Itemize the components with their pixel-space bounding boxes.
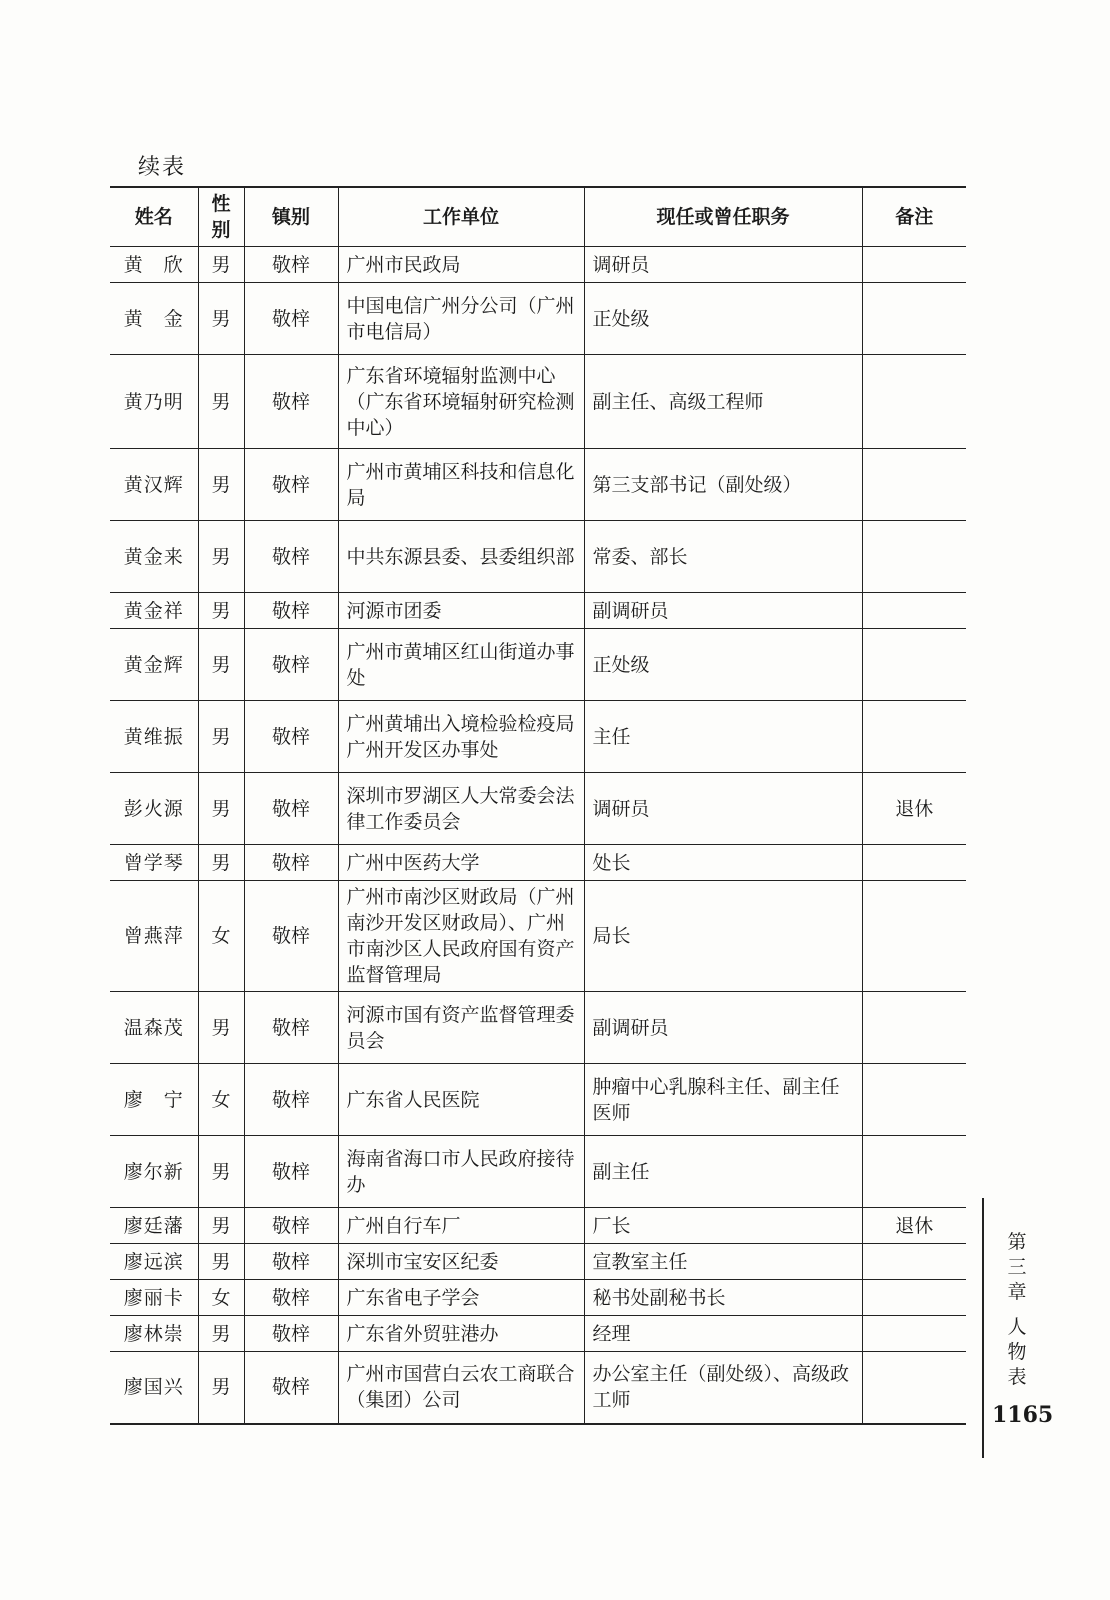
cell-sex: 男 <box>198 247 244 283</box>
table-row <box>110 1316 966 1352</box>
cell-name: 黄汉辉 <box>110 449 198 521</box>
cell-post: 办公室主任（副处级）、高级政工师 <box>584 1352 862 1424</box>
cell-town: 敬梓 <box>244 773 338 845</box>
table-row <box>110 355 966 449</box>
table-row <box>110 629 966 701</box>
cell-town: 敬梓 <box>244 701 338 773</box>
cell-sex: 男 <box>198 1316 244 1352</box>
table-row <box>110 1064 966 1136</box>
cell-name: 廖 宁 <box>110 1064 198 1136</box>
chapter-label <box>1004 1230 1030 1390</box>
table-row <box>110 1136 966 1208</box>
cell-post: 处长 <box>584 845 862 881</box>
cell-unit: 广东省环境辐射监测中心（广东省环境辐射研究检测中心） <box>338 355 584 449</box>
cell-town: 敬梓 <box>244 593 338 629</box>
chapter-char: 人 <box>1007 1316 1027 1338</box>
cell-town: 敬梓 <box>244 881 338 992</box>
cell-note <box>862 701 966 773</box>
cell-town: 敬梓 <box>244 521 338 593</box>
cell-town: 敬梓 <box>244 1316 338 1352</box>
cell-post: 副调研员 <box>584 992 862 1064</box>
cell-name: 廖廷藩 <box>110 1208 198 1244</box>
cell-town: 敬梓 <box>244 1208 338 1244</box>
cell-post: 秘书处副秘书长 <box>584 1280 862 1316</box>
cell-name: 黄 金 <box>110 283 198 355</box>
cell-town: 敬梓 <box>244 1244 338 1280</box>
cell-unit: 深圳市宝安区纪委 <box>338 1244 584 1280</box>
cell-unit: 广州市国营白云农工商联合（集团）公司 <box>338 1352 584 1424</box>
cell-name: 廖国兴 <box>110 1352 198 1424</box>
cell-post: 肿瘤中心乳腺科主任、副主任医师 <box>584 1064 862 1136</box>
cell-note <box>862 247 966 283</box>
cell-post: 第三支部书记（副处级） <box>584 449 862 521</box>
cell-name: 黄金祥 <box>110 593 198 629</box>
side-rule <box>982 1198 984 1458</box>
header-work-unit: 工作单位 <box>338 187 584 247</box>
cell-note <box>862 283 966 355</box>
cell-name: 曾学琴 <box>110 845 198 881</box>
cell-unit: 广东省人民医院 <box>338 1064 584 1136</box>
cell-name: 廖尔新 <box>110 1136 198 1208</box>
cell-name: 温森茂 <box>110 992 198 1064</box>
table-row <box>110 1352 966 1424</box>
cell-sex: 男 <box>198 1352 244 1424</box>
cell-post: 常委、部长 <box>584 521 862 593</box>
cell-unit: 广东省外贸驻港办 <box>338 1316 584 1352</box>
cell-town: 敬梓 <box>244 283 338 355</box>
cell-note <box>862 593 966 629</box>
header-sex: 性别 <box>198 187 244 247</box>
cell-sex: 男 <box>198 1136 244 1208</box>
cell-unit: 中共东源县委、县委组织部 <box>338 521 584 593</box>
cell-town: 敬梓 <box>244 1280 338 1316</box>
cell-post: 调研员 <box>584 773 862 845</box>
cell-note <box>862 1316 966 1352</box>
cell-note <box>862 1244 966 1280</box>
cell-sex: 男 <box>198 355 244 449</box>
cell-name: 彭火源 <box>110 773 198 845</box>
chapter-char: 章 <box>1007 1281 1027 1303</box>
cell-name: 黄维振 <box>110 701 198 773</box>
chapter-gap <box>1004 1305 1030 1315</box>
cell-town: 敬梓 <box>244 1136 338 1208</box>
cell-unit: 中国电信广州分公司（广州市电信局） <box>338 283 584 355</box>
cell-note <box>862 1064 966 1136</box>
cell-unit: 广东省电子学会 <box>338 1280 584 1316</box>
cell-post: 调研员 <box>584 247 862 283</box>
table-row <box>110 1280 966 1316</box>
cell-unit: 河源市团委 <box>338 593 584 629</box>
cell-town: 敬梓 <box>244 845 338 881</box>
cell-post: 局长 <box>584 881 862 992</box>
cell-note <box>862 992 966 1064</box>
table-row <box>110 449 966 521</box>
table-header-row <box>110 187 966 247</box>
cell-sex: 女 <box>198 1064 244 1136</box>
chapter-char: 三 <box>1007 1256 1027 1278</box>
cell-note <box>862 845 966 881</box>
cell-note <box>862 629 966 701</box>
cell-name: 黄乃明 <box>110 355 198 449</box>
cell-name: 曾燕萍 <box>110 881 198 992</box>
cell-name: 廖远滨 <box>110 1244 198 1280</box>
cell-town: 敬梓 <box>244 355 338 449</box>
cell-unit: 广州黄埔出入境检验检疫局广州开发区办事处 <box>338 701 584 773</box>
cell-name: 黄 欣 <box>110 247 198 283</box>
cell-sex: 女 <box>198 1280 244 1316</box>
cell-note <box>862 1136 966 1208</box>
cell-sex: 男 <box>198 629 244 701</box>
cell-town: 敬梓 <box>244 1064 338 1136</box>
table-row <box>110 247 966 283</box>
cell-unit: 广州市黄埔区红山街道办事处 <box>338 629 584 701</box>
cell-note <box>862 1352 966 1424</box>
cell-sex: 女 <box>198 881 244 992</box>
cell-post: 主任 <box>584 701 862 773</box>
cell-sex: 男 <box>198 1244 244 1280</box>
cell-sex: 男 <box>198 845 244 881</box>
cell-sex: 男 <box>198 593 244 629</box>
header-name: 姓名 <box>110 187 198 247</box>
table-row <box>110 701 966 773</box>
cell-name: 黄金来 <box>110 521 198 593</box>
cell-note <box>862 449 966 521</box>
cell-unit: 广州中医药大学 <box>338 845 584 881</box>
cell-sex: 男 <box>198 773 244 845</box>
table-row <box>110 773 966 845</box>
cell-post: 正处级 <box>584 629 862 701</box>
table-row <box>110 593 966 629</box>
table-body <box>110 247 966 1424</box>
cell-post: 宣教室主任 <box>584 1244 862 1280</box>
cell-sex: 男 <box>198 521 244 593</box>
cell-note <box>862 355 966 449</box>
table-row <box>110 992 966 1064</box>
cell-unit: 广州市南沙区财政局（广州南沙开发区财政局）、广州市南沙区人民政府国有资产监督管理局 <box>338 881 584 992</box>
cell-note: 退休 <box>862 773 966 845</box>
cell-name: 廖丽卡 <box>110 1280 198 1316</box>
table-caption: 续表 <box>138 155 187 180</box>
cell-post: 正处级 <box>584 283 862 355</box>
cell-post: 副调研员 <box>584 593 862 629</box>
chapter-char: 第 <box>1007 1231 1027 1253</box>
cell-town: 敬梓 <box>244 449 338 521</box>
cell-sex: 男 <box>198 701 244 773</box>
cell-post: 厂长 <box>584 1208 862 1244</box>
table-row <box>110 881 966 992</box>
cell-unit: 广州市民政局 <box>338 247 584 283</box>
cell-unit: 广州自行车厂 <box>338 1208 584 1244</box>
header-remarks: 备注 <box>862 187 966 247</box>
cell-unit: 河源市国有资产监督管理委员会 <box>338 992 584 1064</box>
cell-post: 副主任、高级工程师 <box>584 355 862 449</box>
chapter-char: 表 <box>1007 1366 1027 1388</box>
page-number: 1165 <box>992 1402 1054 1428</box>
cell-note <box>862 1280 966 1316</box>
cell-town: 敬梓 <box>244 992 338 1064</box>
cell-name: 黄金辉 <box>110 629 198 701</box>
personnel-table <box>110 186 966 1425</box>
cell-note <box>862 521 966 593</box>
table-row <box>110 283 966 355</box>
header-position: 现任或曾任职务 <box>584 187 862 247</box>
table-row <box>110 845 966 881</box>
cell-name: 廖林崇 <box>110 1316 198 1352</box>
cell-note <box>862 881 966 992</box>
cell-note: 退休 <box>862 1208 966 1244</box>
cell-post: 副主任 <box>584 1136 862 1208</box>
chapter-char: 物 <box>1007 1341 1027 1363</box>
cell-sex: 男 <box>198 1208 244 1244</box>
table-row <box>110 1244 966 1280</box>
cell-unit: 深圳市罗湖区人大常委会法律工作委员会 <box>338 773 584 845</box>
table-row <box>110 1208 966 1244</box>
cell-sex: 男 <box>198 283 244 355</box>
cell-town: 敬梓 <box>244 247 338 283</box>
cell-unit: 广州市黄埔区科技和信息化局 <box>338 449 584 521</box>
cell-unit: 海南省海口市人民政府接待办 <box>338 1136 584 1208</box>
cell-town: 敬梓 <box>244 1352 338 1424</box>
header-town: 镇别 <box>244 187 338 247</box>
cell-sex: 男 <box>198 992 244 1064</box>
cell-post: 经理 <box>584 1316 862 1352</box>
table-row <box>110 521 966 593</box>
cell-town: 敬梓 <box>244 629 338 701</box>
cell-sex: 男 <box>198 449 244 521</box>
